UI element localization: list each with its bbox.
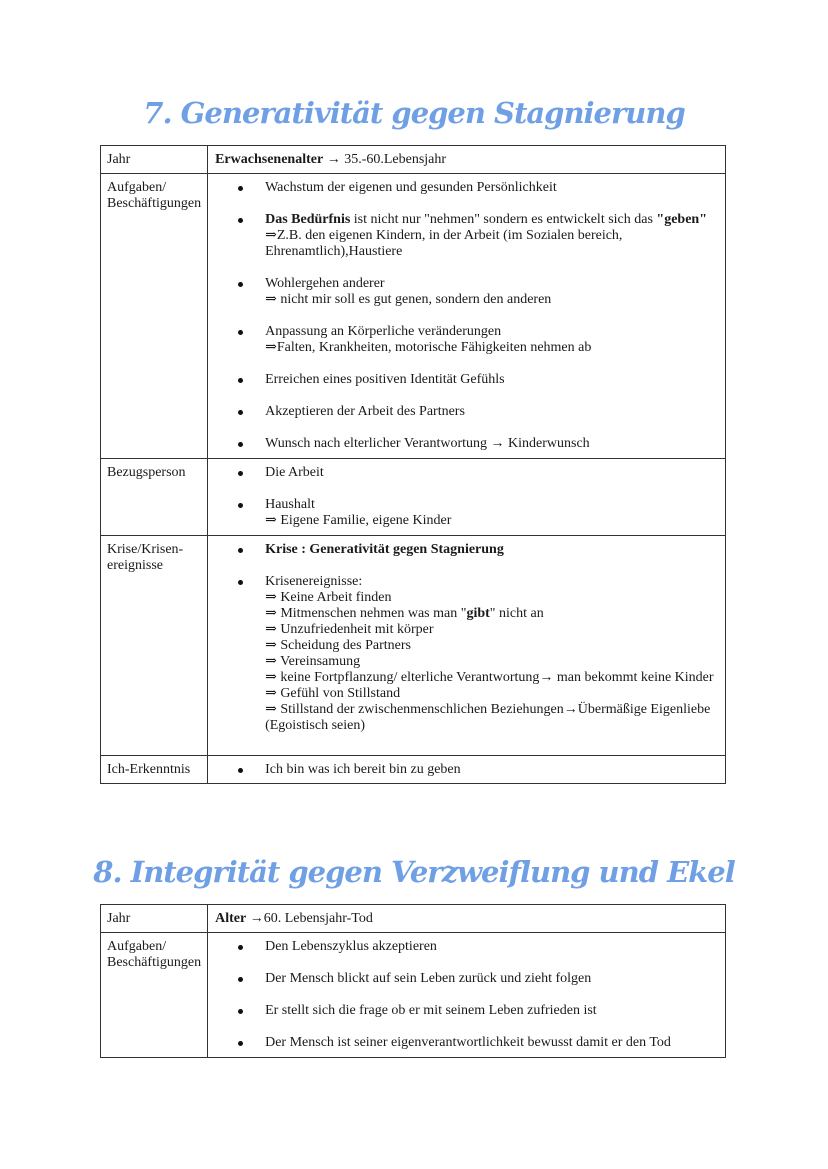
value-aufgaben [208,174,726,459]
label-jahr: Jahr [101,905,208,933]
list-item [265,939,719,955]
item-bold: Krise : Generativität gegen Stagnierung [265,542,504,557]
value-jahr [208,905,726,933]
age-stage: Erwachsenenalter [215,152,324,167]
list-item [265,971,719,987]
item-bold: gibt [466,606,490,621]
item-text: Den Lebenszyklus akzeptieren [265,939,437,954]
item-sub: ⇒ Eigene Familie, eigene Kinder [265,513,452,528]
label-aufgaben: Aufgaben/ Beschäftigungen [101,174,208,459]
list-item [265,404,719,420]
item-text: Der Mensch blickt auf sein Leben zurück und zieht folgen [265,971,592,986]
row-bezugsperson [101,459,726,536]
item-text: Der Mensch ist seiner eigenverantwortlichkeit bewusst damit er den Tod [265,1035,671,1050]
value-ich-erkenntnis [208,756,726,784]
item-text: ist nicht nur "nehmen" sondern es entwickelt sich das [350,212,657,227]
item-bold: "geben" [656,212,707,227]
row-aufgaben [101,174,726,459]
item-sub: ⇒ nicht mir soll es gut genen, sondern den anderen [265,292,552,307]
value-jahr [208,146,726,174]
row-jahr [101,905,726,933]
item-sub-text: " nicht an [489,606,544,621]
label-krise: Krise/Krisen-ereignisse [101,536,208,756]
item-sub: ⇒Z.B. den eigenen Kindern, in der Arbeit (im Sozialen bereich, Ehrenamtlich),Haustiere [265,228,623,259]
item-text: Haushalt [265,497,315,512]
task-list [215,939,719,1051]
item-sub: ⇒ Vereinsamung [265,654,361,669]
value-bezugsperson [208,459,726,536]
ich-list [215,762,719,778]
item-sub: ⇒ Keine Arbeit finden [265,590,392,605]
item-text: Erreichen eines positiven Identität Gefühls [265,372,505,387]
label-ich-erkenntnis: Ich-Erkenntnis [101,756,208,784]
label-jahr: Jahr [101,146,208,174]
list-item [265,762,719,778]
list-item [265,574,719,734]
list-item [265,465,719,481]
label-bezugsperson: Bezugsperson [101,459,208,536]
item-text: Anpassung an Körperliche veränderungen [265,324,502,339]
label-aufgaben: Aufgaben/ Beschäftigungen [101,933,208,1058]
list-item [265,180,719,196]
item-bold: Das Bedürfnis [265,212,351,227]
item-sub: ⇒ Stillstand der zwischenmenschlichen Beziehungen→Übermäßige Eigenliebe (Egoistisch seien) [265,702,711,733]
item-text: Akzeptieren der Arbeit des Partners [265,404,465,419]
section-7-title: 7. Generativität gegen Stagnierung [143,96,685,130]
age-stage: Alter [215,911,247,926]
item-text: Er stellt sich die frage ob er mit seinem Leben zufrieden ist [265,1003,597,1018]
row-krise [101,536,726,756]
list-item [265,212,719,260]
krise-list [215,542,719,734]
item-text: Krisenereignisse: [265,574,363,589]
item-sub: ⇒Falten, Krankheiten, motorische Fähigkeiten nehmen ab [265,340,592,355]
list-item [265,1003,719,1019]
item-sub-text: ⇒ Mitmenschen nehmen was man " [265,606,467,621]
item-sub: ⇒ Scheidung des Partners [265,638,411,653]
item-text: Die Arbeit [265,465,324,480]
bezug-list [215,465,719,529]
list-item [265,542,719,558]
list-item [265,324,719,356]
item-sub: ⇒ Gefühl von Stillstand [265,686,401,701]
item-sub: ⇒ keine Fortpflanzung/ elterliche Verantwortung→ man bekommt keine Kinder [265,670,714,685]
list-item [265,436,719,452]
task-list [215,180,719,452]
item-sub [265,606,719,622]
row-ich-erkenntnis [101,756,726,784]
item-text: Ich bin was ich bereit bin zu geben [265,762,461,777]
item-text: Wunsch nach elterlicher Verantwortung → Kinderwunsch [265,436,590,451]
age-range: → 35.-60.Lebensjahr [323,152,447,167]
row-aufgaben [101,933,726,1058]
row-jahr [101,146,726,174]
item-text: Wohlergehen anderer [265,276,385,291]
age-range: →60. Lebensjahr-Tod [246,911,373,926]
item-sub: ⇒ Unzufriedenheit mit körper [265,622,434,637]
list-item [265,372,719,388]
list-item [265,1035,719,1051]
stage-8-table [100,904,726,1058]
list-item [265,497,719,529]
list-item [265,276,719,308]
value-krise [208,536,726,756]
section-8-title: 8. Integrität gegen Verzweiflung und Ekel [93,855,735,889]
item-text: Wachstum der eigenen und gesunden Persönlichkeit [265,180,557,195]
stage-7-table [100,145,726,784]
value-aufgaben [208,933,726,1058]
